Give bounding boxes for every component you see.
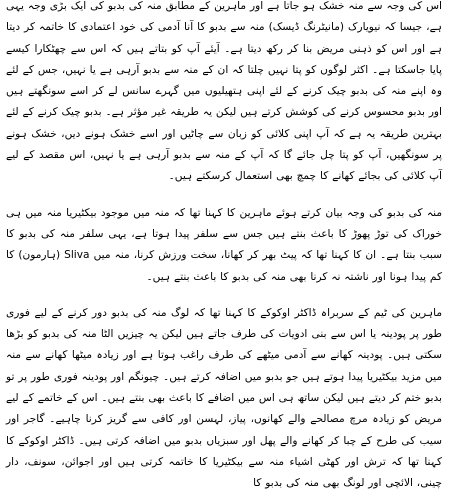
article-body — [6, 0, 442, 495]
article-paragraph-3: ماہرین کی ٹیم کے سربراہ ڈاکٹر اوکوکے کا کہنا تھا کہ لوگ منہ کی بدبو دور کرنے کے لیے فوری طور پر پودینہ یا اس سے بنی ادویات کی طرف جاتے ہیں لیکن یہ چیزیں الٹا منہ کی بدبو کو بڑھا سکتی ہیں۔ پودینہ کھانے سے آدمی میٹھے کی طرف راغب ہوتا ہے اور زیادہ میٹھا کھانے سے منہ میں مزید بیکٹیریا پیدا ہوتے ہیں جو بدبو میں اضافہ کرتے ہیں۔ چیونگم اور پودینہ فوری طور پر تو بدبو ختم کر دیتے ہیں لیکن ساتھ ہی اس میں اضافے کا باعث بھی بنتے ہیں۔ اس کے خاتمے کے لیے مریض کو زیادہ مرچ مصالحے والے کھانوں، پیاز، لہسن اور کافی سے گریز کرنا چاہیے۔ گاجر اور سیب کی طرح کے چبا کر کھانے والے پھل اور سبزیاں بدبو میں اضافہ کرتی ہیں۔ ڈاکٹر اوکوکے کا کہنا تھا کہ ترش اور کھٹی اشیاء منہ سے بیکٹیریا کا خاتمہ کرتی ہیں اور اجوائن، سونف، دار چینی، الائچی اور لونگ بھی منہ کی بدبو کا — [6, 306, 442, 490]
article-paragraph-2: منہ کی بدبو کی وجہ بیان کرتے ہوئے ماہرین کا کہنا تھا کہ منہ میں موجود بیکٹیریا منہ میں ہی خوراک کی توڑ پھوڑ کا باعث بنتے ہیں جس سے سلفر پیدا ہوتا ہے، یہی سلفر منہ کی بدبو کا سبب بنتا ہے۔ ان کا کہنا تھا کہ پیٹ بھر کر کھانا، سخت ورزش کرنا، منہ میں Sliva (ہارمون) کا کم پیدا ہونا اور ناشتہ نہ کرنا بھی منہ کی بدبو کا باعث بنتے ہیں۔ — [6, 206, 442, 283]
article-paragraph-1: اس کی وجہ سے منہ خشک ہو جاتا ہے اور ماہرین کے مطابق منہ کی بدبو کی ایک بڑی وجہ یہی ہے، جیسا کہ نیویارک (مانیٹرنگ ڈیسک) منہ سے بدبو کا آنا آدمی کی خود اعتمادی کا خاتمہ کر دیتا ہے اور اس کو ذہنی مریض بنا کر رکھ دیتا ہے۔ آیئے آپ کو بتاتے ہیں کہ اس سے چھٹکارا کیسے پایا جاسکتا ہے۔ اکثر لوگوں کو پتا نہیں چلتا کہ ان کے منہ سے بدبو آرہی ہے یا نہیں، جس کے لئے وہ اپنے منہ کی بدبو چیک کرنے کے لئے اپنی ہتھیلیوں میں گہرے سانس لے کر اسے سونگھتے ہیں اور بدبو محسوس کرنے کی کوشش کرتے ہیں لیکن یہ طریقہ غیر مؤثر ہے۔ بدبو چیک کرنے کے لئے بہترین طریقہ یہ ہے کہ آپ اپنی کلائی کو زبان سے چاٹیں اور اسے خشک ہونے دیں، خشک ہونے پر سونگھیں، آپ کو پتا چل جائے گا کہ آپ کے منہ سے بدبو آرہی ہے یا نہیں، اس مقصد کے لیے آپ کلائی کی بجائے کھانے کا چمچ بھی استعمال کرسکتے ہیں۔ — [6, 0, 442, 183]
